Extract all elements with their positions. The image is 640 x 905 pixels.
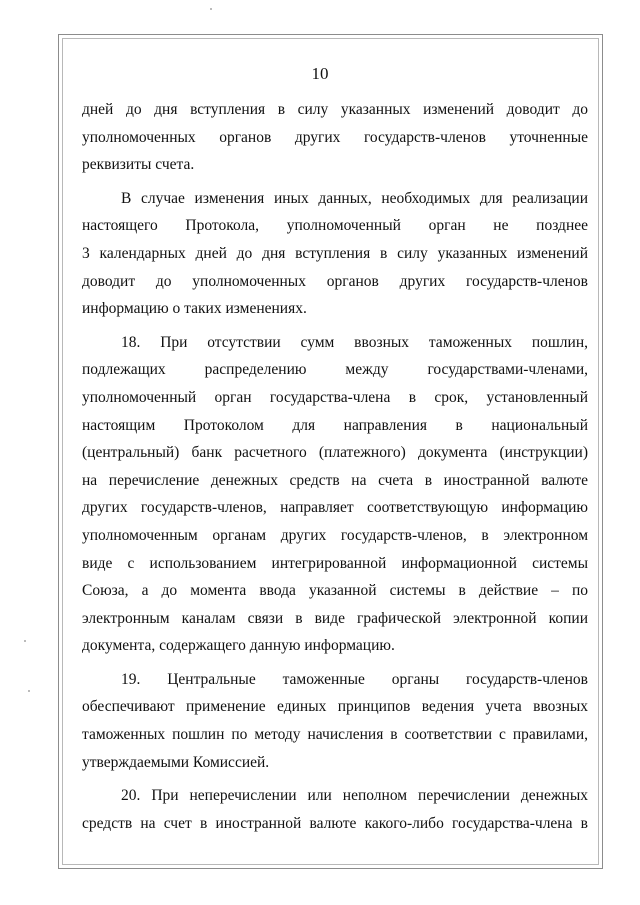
text-line: 19. Центральные таможенные органы государств-членов <box>121 670 588 688</box>
text-line: электронным каналам связи в виде графической электронной копии <box>82 609 588 627</box>
paragraph <box>82 185 588 323</box>
document-body <box>82 96 588 837</box>
text-line: (центральный) банк расчетного (платежного) документа (инструкции) <box>82 444 588 462</box>
paragraph <box>82 329 588 660</box>
text-line: других государств-членов, направляет соответствующую информацию <box>82 499 588 517</box>
paragraph <box>82 96 588 179</box>
text-line: настоящего Протокола, уполномоченный орган не позднее <box>82 217 588 235</box>
text-line: уполномоченный орган государства-члена в срок, установленный <box>82 388 588 406</box>
text-line: информацию о таких изменениях. <box>82 300 307 318</box>
text-line: обеспечивают применение единых принципов ведения учета ввозных <box>82 698 588 716</box>
text-line: 20. При неперечислении или неполном перечислении денежных <box>121 787 588 805</box>
text-line: Союза, а до момента ввода указанной системы в действие – по <box>82 582 588 600</box>
paragraph <box>82 666 588 776</box>
text-line: утверждаемыми Комиссией. <box>82 753 270 771</box>
page-number: 10 <box>311 64 329 83</box>
paragraph <box>82 782 588 837</box>
text-line: таможенных пошлин по методу начисления в соответствии с правилами, <box>82 726 588 744</box>
text-line: 18. При отсутствии сумм ввозных таможенных пошлин, <box>121 333 588 351</box>
text-line: реквизиты счета. <box>82 156 195 174</box>
scan-speck <box>24 640 26 642</box>
scan-speck <box>210 8 212 10</box>
text-line: виде с использованием интегрированной информационной системы <box>82 554 588 572</box>
text-line: В случае изменения иных данных, необходимых для реализации <box>121 189 588 207</box>
scan-speck <box>28 690 30 692</box>
text-line: доводит до уполномоченных органов других государств-членов <box>82 272 588 290</box>
text-line: подлежащих распределению между государствами-членами, <box>82 361 588 379</box>
text-line: уполномоченных органов других государств-членов уточненные <box>82 128 588 146</box>
text-line: настоящим Протоколом для направления в национальный <box>82 416 588 434</box>
text-line: 3 календарных дней до дня вступления в силу указанных изменений <box>82 244 588 262</box>
text-line: уполномоченным органам других государств-членов, в электронном <box>82 526 588 544</box>
text-line: дней до дня вступления в силу указанных изменений доводит до <box>82 101 588 118</box>
text-line: документа, содержащего данную информацию. <box>82 637 395 655</box>
text-line: средств на счет в иностранной валюте какого-либо государства-члена в <box>82 814 588 832</box>
text-line: на перечисление денежных средств на счета в иностранной валюте <box>82 471 588 489</box>
